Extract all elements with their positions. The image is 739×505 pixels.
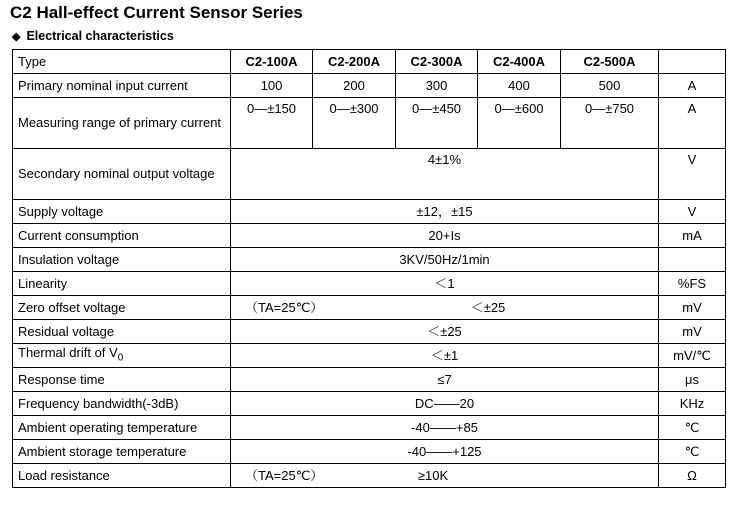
cell-value: ＜±25 [231,320,659,344]
row-label-residual-voltage: Residual voltage [13,320,231,344]
header-model-c2-300a: C2-300A [396,50,478,74]
condition-note: （TA=25℃） [245,467,324,483]
header-model-c2-100a: C2-100A [231,50,313,74]
table-row [13,224,726,248]
cell-value: -40——+125 [231,440,659,464]
cell-value: ＜1 [231,272,659,296]
row-label-primary-nominal: Primary nominal input current [13,74,231,98]
header-model-c2-200a: C2-200A [313,50,396,74]
table-row [13,392,726,416]
cell-unit: A [659,74,726,98]
table-row [13,74,726,98]
section-heading-text: Electrical characteristics [26,29,174,43]
cell-value: ±12，±15 [231,200,659,224]
cell-unit: %FS [659,272,726,296]
cell-unit: V [659,149,726,200]
table-row [13,440,726,464]
cell-unit: mA [659,224,726,248]
row-label-response-time: Response time [13,368,231,392]
cell-unit: ℃ [659,440,726,464]
table-row [13,272,726,296]
cell-unit: ℃ [659,416,726,440]
condition-note: （TA=25℃） [245,299,324,315]
header-model-c2-500a: C2-500A [561,50,659,74]
section-heading [12,29,174,43]
cell-unit: mV [659,320,726,344]
cell-unit: Ω [659,464,726,488]
cell-unit: V [659,200,726,224]
cell-value: ≥10K [417,467,449,483]
row-label-ambient-storage: Ambient storage temperature [13,440,231,464]
table-row [13,464,726,488]
table-header-row [13,50,726,74]
table-row [13,368,726,392]
row-label-ambient-operating: Ambient operating temperature [13,416,231,440]
cell-value: 200 [313,74,396,98]
electrical-characteristics-table [12,49,726,488]
row-label-linearity: Linearity [13,272,231,296]
cell-value: -40——+85 [231,416,659,440]
cell-unit: mV/℃ [659,344,726,368]
cell-value: 0—±150 [231,98,313,149]
subscript: 0 [117,352,124,364]
header-unit [659,50,726,74]
header-model-c2-400a: C2-400A [478,50,561,74]
cell-value: 0—±300 [313,98,396,149]
cell-unit: mV [659,296,726,320]
cell-value: 300 [396,74,478,98]
cell-value: 100 [231,74,313,98]
row-label-insulation-voltage: Insulation voltage [13,248,231,272]
cell-value: ≤7 [231,368,659,392]
cell-value-with-note [231,464,659,488]
cell-value: 3KV/50Hz/1min [231,248,659,272]
cell-value: ＜±25 [470,299,506,315]
cell-unit: A [659,98,726,149]
cell-value: DC——20 [231,392,659,416]
cell-value: 4±1% [231,149,659,200]
cell-value: 0—±750 [561,98,659,149]
row-label-measuring-range: Measuring range of primary current [13,98,231,149]
page-title: C2 Hall-effect Current Sensor Series [10,3,303,22]
table-row [13,149,726,200]
table-row [13,98,726,149]
table-row [13,200,726,224]
cell-value: 20+Is [231,224,659,248]
cell-value: 0—±450 [396,98,478,149]
cell-unit: KHz [659,392,726,416]
row-label-zero-offset: Zero offset voltage [13,296,231,320]
row-label-current-consumption: Current consumption [13,224,231,248]
cell-value-with-note [231,296,659,320]
table-row [13,296,726,320]
row-label-load-resistance: Load resistance [13,464,231,488]
diamond-bullet-icon: ◆ [12,31,21,43]
table-row [13,344,726,368]
row-label-thermal-drift [13,344,231,368]
row-label-supply-voltage: Supply voltage [13,200,231,224]
cell-unit: μs [659,368,726,392]
cell-value: ＜±1 [231,344,659,368]
table-row [13,248,726,272]
table-row [13,416,726,440]
cell-unit [659,248,726,272]
cell-value: 0—±600 [478,98,561,149]
table-row [13,320,726,344]
cell-value: 400 [478,74,561,98]
row-label-bandwidth: Frequency bandwidth(-3dB) [13,392,231,416]
row-label-text: Thermal drift of V [18,344,118,360]
cell-value: 500 [561,74,659,98]
header-type: Type [13,50,231,74]
row-label-secondary-nominal: Secondary nominal output voltage [13,149,231,200]
